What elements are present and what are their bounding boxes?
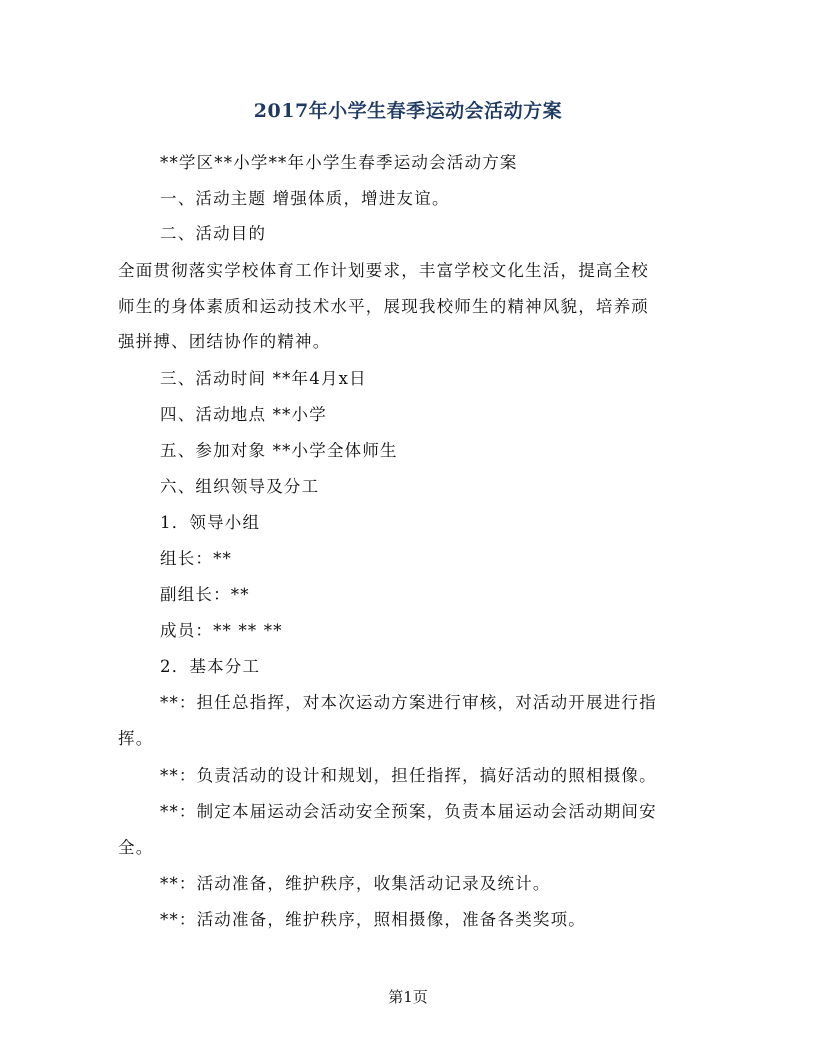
leadership-group-heading: 1．领导小组 bbox=[160, 513, 261, 532]
page-number: 第1页 bbox=[388, 988, 428, 1006]
duty-safety-line-1: **：制定本届运动会活动安全预案，负责本届运动会活动期间安 bbox=[160, 802, 657, 821]
purpose-text-line-1: 全面贯彻落实学校体育工作计划要求，丰富学校文化生活，提高全校 bbox=[118, 261, 649, 280]
document-subtitle: **学区**小学**年小学生春季运动会活动方案 bbox=[160, 153, 518, 172]
duty-safety-line-2: 全。 bbox=[118, 838, 154, 857]
document-title: 2017年小学生春季运动会活动方案 bbox=[253, 100, 563, 122]
section-location: 四、活动地点 **小学 bbox=[160, 405, 327, 424]
duty-commander-line-1: **：担任总指挥，对本次运动方案进行审核，对活动开展进行指 bbox=[160, 693, 657, 712]
duty-photography-awards: **：活动准备，维护秩序，照相摄像，准备各类奖项。 bbox=[160, 910, 586, 929]
section-time: 三、活动时间 **年4月x日 bbox=[160, 369, 367, 388]
group-members: 成员：** ** ** bbox=[160, 621, 283, 640]
deputy-group-leader: 副组长：** bbox=[160, 585, 250, 604]
section-organization-heading: 六、组织领导及分工 bbox=[160, 477, 320, 496]
section-participants: 五、参加对象 **小学全体师生 bbox=[160, 441, 398, 460]
basic-division-heading: 2．基本分工 bbox=[160, 657, 261, 676]
purpose-text-line-2: 师生的身体素质和运动技术水平，展现我校师生的精神风貌，培养顽 bbox=[118, 297, 649, 316]
duty-records: **：活动准备，维护秩序，收集活动记录及统计。 bbox=[160, 874, 551, 893]
purpose-text-line-3: 强拼搏、团结协作的精神。 bbox=[118, 332, 331, 351]
duty-design-planning: **：负责活动的设计和规划，担任指挥，搞好活动的照相摄像。 bbox=[160, 766, 657, 785]
section-purpose-heading: 二、活动目的 bbox=[160, 224, 267, 243]
duty-commander-line-2: 挥。 bbox=[118, 729, 154, 748]
section-theme: 一、活动主题 增强体质，增进友谊。 bbox=[160, 189, 450, 208]
group-leader: 组长：** bbox=[160, 549, 232, 568]
